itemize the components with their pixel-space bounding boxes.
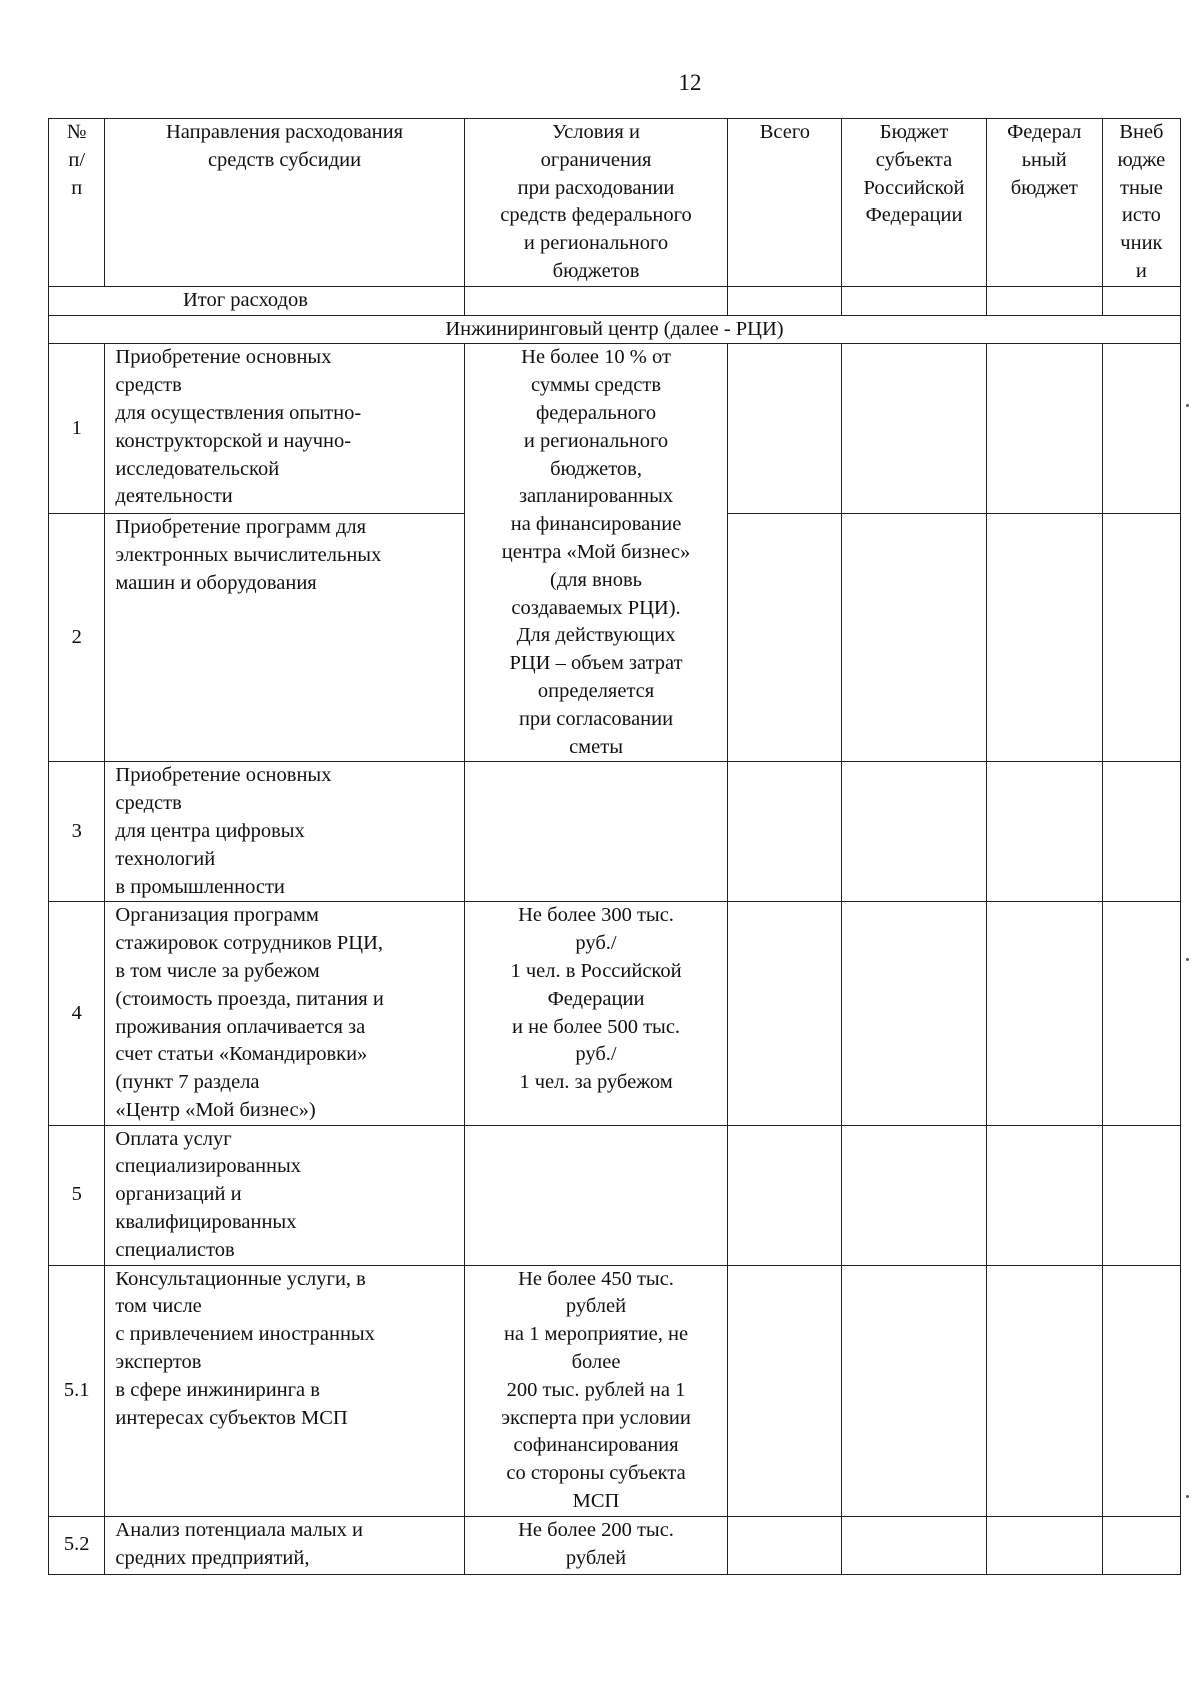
row-regional xyxy=(842,762,986,902)
row-conditions: Не более 300 тыс. руб./ 1 чел. в Российской Федерации и не более 500 тыс. руб./ 1 чел. за рубежом xyxy=(464,902,728,1125)
row-extra xyxy=(1102,902,1180,1125)
row-total xyxy=(728,1265,842,1516)
header-conditions: Условия и ограничения при расходовании средств федерального и регионального бюджетов xyxy=(464,119,728,287)
row-federal xyxy=(986,762,1102,902)
row-federal xyxy=(986,514,1102,762)
header-federal-budget: Федерал ьный бюджет xyxy=(986,119,1102,287)
row-total xyxy=(728,344,842,514)
header-regional-budget: Бюджет субъекта Российской Федерации xyxy=(842,119,986,287)
row-total xyxy=(728,762,842,902)
total-row xyxy=(49,286,1181,315)
total-all xyxy=(728,286,842,315)
row-federal xyxy=(986,1516,1102,1574)
total-label: Итог расходов xyxy=(49,286,465,315)
row-number: 4 xyxy=(49,902,105,1125)
row-extra xyxy=(1102,1265,1180,1516)
row-direction: Консультационные услуги, в том числе с привлечением иностранных экспертов в сфере инжиниринга в интересах субъектов МСП xyxy=(105,1265,464,1516)
row-regional xyxy=(842,902,986,1125)
row-conditions xyxy=(464,1125,728,1265)
row-federal xyxy=(986,902,1102,1125)
row-direction: Оплата услуг специализированных организаций и квалифицированных специалистов xyxy=(105,1125,464,1265)
row-direction: Приобретение программ для электронных вычислительных машин и оборудования xyxy=(105,514,464,762)
table-row xyxy=(49,1125,1181,1265)
table-row xyxy=(49,344,1181,514)
row-regional xyxy=(842,514,986,762)
total-regional xyxy=(842,286,986,315)
scan-speck xyxy=(1186,404,1189,407)
row-federal xyxy=(986,1265,1102,1516)
header-extra-budget: Внеб юдже тные исто чник и xyxy=(1102,119,1180,287)
row-direction: Приобретение основных средств для центра цифровых технологий в промышленности xyxy=(105,762,464,902)
row-total xyxy=(728,514,842,762)
total-conditions xyxy=(464,286,728,315)
expense-table xyxy=(48,118,1181,1575)
header-row xyxy=(49,119,1181,287)
table-row xyxy=(49,762,1181,902)
row-extra xyxy=(1102,1125,1180,1265)
row-regional xyxy=(842,1265,986,1516)
page-number: 12 xyxy=(678,70,702,95)
scan-speck xyxy=(1186,958,1189,961)
row-number: 5.2 xyxy=(49,1516,105,1574)
row-total xyxy=(728,1516,842,1574)
table-row xyxy=(49,1265,1181,1516)
header-total: Всего xyxy=(728,119,842,287)
header-direction: Направления расходования средств субсидии xyxy=(105,119,464,287)
total-extra xyxy=(1102,286,1180,315)
row-number: 2 xyxy=(49,514,105,762)
row-total xyxy=(728,902,842,1125)
row-extra xyxy=(1102,344,1180,514)
section-title: Инжиниринговый центр (далее - РЦИ) xyxy=(49,315,1181,344)
row-federal xyxy=(986,1125,1102,1265)
row-number: 5.1 xyxy=(49,1265,105,1516)
row-conditions xyxy=(464,762,728,902)
row-direction: Приобретение основных средств для осуществления опытно- конструкторской и научно- исследовательской деятельности xyxy=(105,344,464,514)
row-extra xyxy=(1102,762,1180,902)
row-regional xyxy=(842,344,986,514)
row-federal xyxy=(986,344,1102,514)
row-direction: Анализ потенциала малых и средних предприятий, xyxy=(105,1516,464,1574)
row-number: 3 xyxy=(49,762,105,902)
header-num: № п/ п xyxy=(49,119,105,287)
table-row xyxy=(49,1516,1181,1574)
scan-speck xyxy=(1186,1495,1189,1498)
row-direction: Организация программ стажировок сотрудников РЦИ, в том числе за рубежом (стоимость проезда, питания и проживания оплачивается за счет статьи «Командировки» (пункт 7 раздела «Центр «Мой бизнес») xyxy=(105,902,464,1125)
total-federal xyxy=(986,286,1102,315)
row-extra xyxy=(1102,1516,1180,1574)
row-regional xyxy=(842,1125,986,1265)
row-extra xyxy=(1102,514,1180,762)
row-number: 5 xyxy=(49,1125,105,1265)
row-conditions: Не более 450 тыс. рублей на 1 мероприятие, не более 200 тыс. рублей на 1 эксперта при условии софинансирования со стороны субъекта МСП xyxy=(464,1265,728,1516)
row-total xyxy=(728,1125,842,1265)
table-row xyxy=(49,902,1181,1125)
row-conditions: Не более 200 тыс. рублей xyxy=(464,1516,728,1574)
row-number: 1 xyxy=(49,344,105,514)
row-conditions-merged: Не более 10 % от суммы средств федерального и регионального бюджетов, запланированных на финансирование центра «Мой бизнес» (для вновь создаваемых РЦИ). Для действующих РЦИ – объем затрат определяется при согласовании сметы xyxy=(464,344,728,762)
section-row xyxy=(49,315,1181,344)
row-regional xyxy=(842,1516,986,1574)
